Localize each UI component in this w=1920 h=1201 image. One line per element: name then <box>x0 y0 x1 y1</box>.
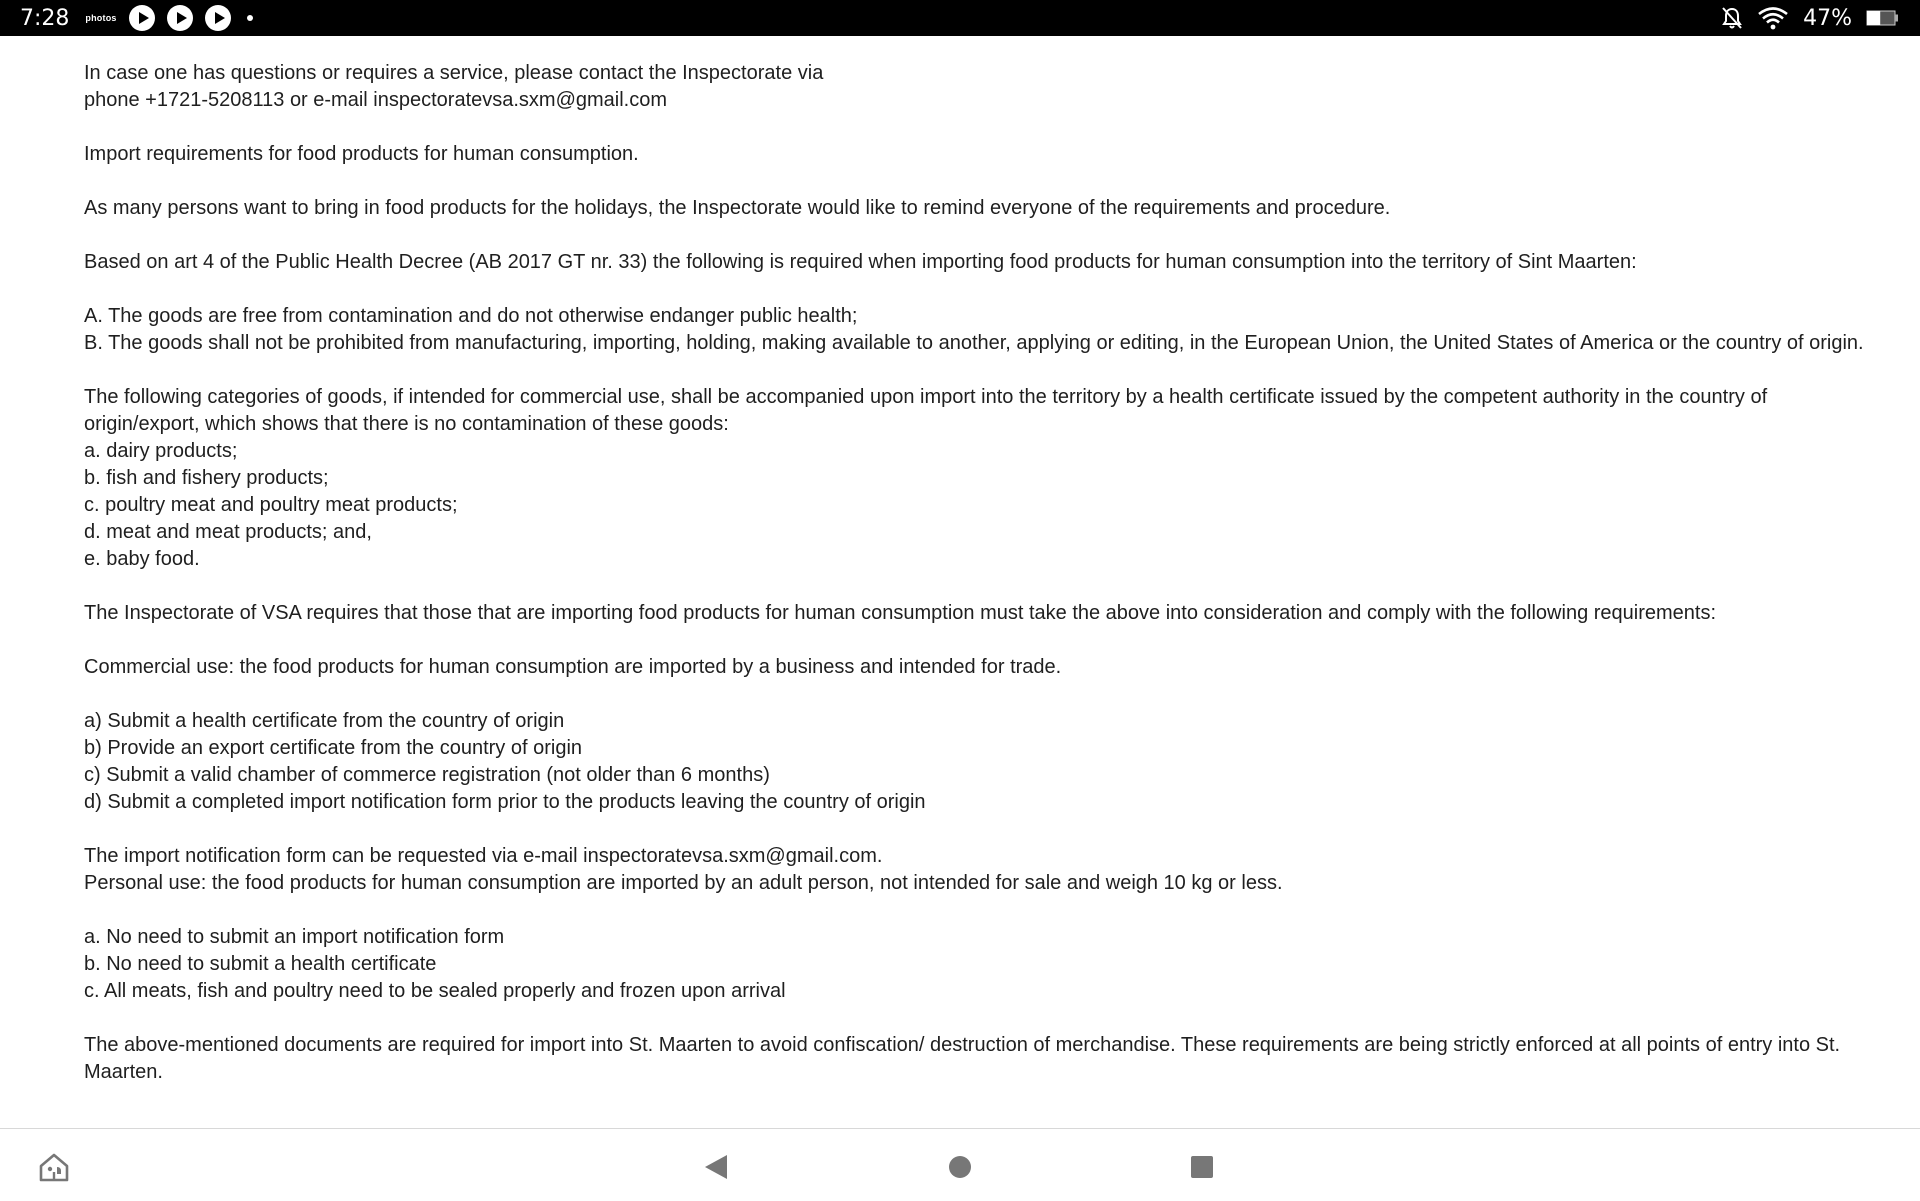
commercial-step: b) Provide an export certificate from the country of origin <box>84 737 583 759</box>
category-item: e. baby food. <box>84 548 200 570</box>
intro-paragraph: As many persons want to bring in food products for the holidays, the Inspectorate would like to remind everyone of the requirements and procedure. <box>84 197 1391 219</box>
commercial-step: c) Submit a valid chamber of commerce registration (not older than 6 months) <box>84 764 770 786</box>
contact-paragraph <box>84 60 1884 114</box>
battery-icon <box>1866 9 1900 27</box>
requirement-item: A. The goods are free from contamination and do not otherwise endanger public health; <box>84 305 858 327</box>
category-item: b. fish and fishery products; <box>84 467 329 489</box>
recents-icon[interactable] <box>1182 1147 1222 1187</box>
notifications-off-icon <box>1721 6 1743 30</box>
category-item: a. dairy products; <box>84 440 238 462</box>
status-bar-left <box>0 0 253 36</box>
requirements-paragraph <box>84 303 1884 357</box>
notification-dot <box>247 15 253 21</box>
page-heading: Import requirements for food products for human consumption. <box>84 143 639 165</box>
contact-line: In case one has questions or requires a service, please contact the Inspectorate via <box>84 62 824 84</box>
vsa-requires-paragraph: The Inspectorate of VSA requires that those that are importing food products for human consumption must take the above into consideration and comply with the following requirements: <box>84 602 1717 624</box>
clock: 7:28 <box>20 5 70 31</box>
personal-steps <box>84 924 1884 1005</box>
contact-line: phone +1721-5208113 or e-mail inspectoratevsa.sxm@gmail.com <box>84 89 668 111</box>
back-icon[interactable] <box>696 1147 736 1187</box>
requirement-item: B. The goods shall not be prohibited from manufacturing, importing, holding, making available to another, applying or editing, in the European Union, the United States of America or the country of origin. <box>84 332 1864 354</box>
article-content <box>84 60 1884 1113</box>
wifi-icon <box>1757 6 1789 30</box>
commercial-step: a) Submit a health certificate from the country of origin <box>84 710 565 732</box>
home-circle-icon[interactable] <box>940 1147 980 1187</box>
closing-paragraph: The above-mentioned documents are required for import into St. Maarten to avoid confiscation/ destruction of merchandise. These requirements are being strictly enforced at all points of entry into St. Maarten. <box>84 1034 1841 1083</box>
category-item: d. meat and meat products; and, <box>84 521 372 543</box>
personal-step: c. All meats, fish and poultry need to be sealed properly and frozen upon arrival <box>84 980 786 1002</box>
personal-step: b. No need to submit a health certificate <box>84 953 437 975</box>
based-on-paragraph: Based on art 4 of the Public Health Decree (AB 2017 GT nr. 33) the following is required when importing food products for human consumption into the territory of Sint Maarten: <box>84 251 1637 273</box>
status-bar-right <box>1721 0 1900 36</box>
home-icon[interactable] <box>34 1147 74 1187</box>
categories-intro: The following categories of goods, if intended for commercial use, shall be accompanied upon import into the territory by a health certificate issued by the competent authority in the country of origin/export, which shows that there is no contamination of these goods: <box>84 386 1768 435</box>
commercial-use-paragraph: Commercial use: the food products for human consumption are imported by a business and intended for trade. <box>84 656 1062 678</box>
personal-step: a. No need to submit an import notification form <box>84 926 505 948</box>
play-icon <box>129 5 155 31</box>
navigation-bar <box>0 1128 1920 1201</box>
personal-use-line: Personal use: the food products for human consumption are imported by an adult person, not intended for sale and weigh 10 kg or less. <box>84 872 1283 894</box>
notification-form-line: The import notification form can be requested via e-mail inspectoratevsa.sxm@gmail.com. <box>84 845 883 867</box>
status-bar <box>0 0 1920 36</box>
commercial-step: d) Submit a completed import notification form prior to the products leaving the country of origin <box>84 791 926 813</box>
battery-percent: 47% <box>1803 5 1852 31</box>
notification-paragraph <box>84 843 1884 897</box>
categories-paragraph <box>84 384 1884 573</box>
play-icon <box>167 5 193 31</box>
commercial-steps <box>84 708 1884 816</box>
category-item: c. poultry meat and poultry meat products; <box>84 494 458 516</box>
play-icon <box>205 5 231 31</box>
photos-icon: photos <box>85 12 117 23</box>
